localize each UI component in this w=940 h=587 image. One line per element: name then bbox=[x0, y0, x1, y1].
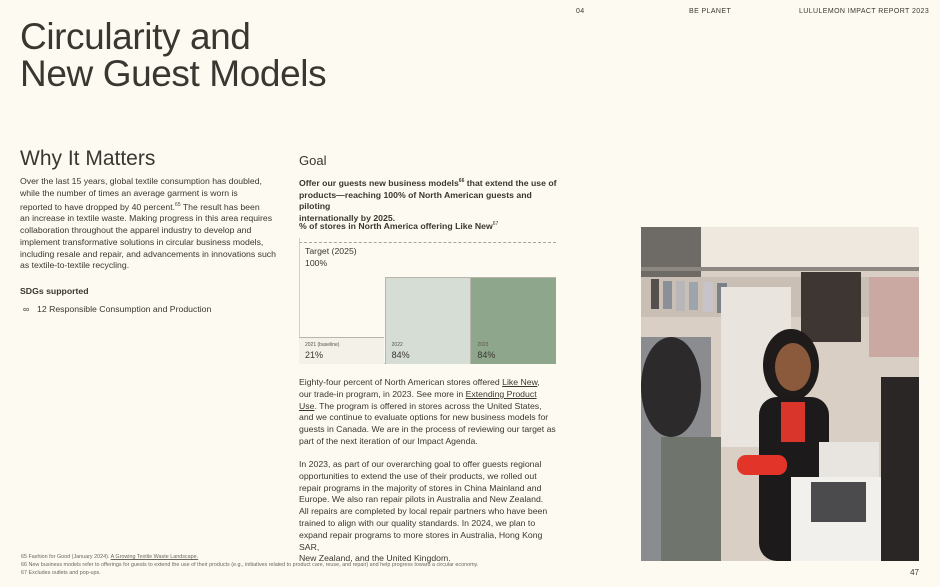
footnote-65 bbox=[21, 554, 198, 560]
para-line: part of the next iteration of our Impact Agenda. bbox=[299, 435, 478, 446]
like-new-paragraph bbox=[299, 377, 561, 448]
why-line-text: The result has been bbox=[180, 201, 260, 212]
why-line: an increase in textile waste. Making progress in this area requires bbox=[20, 213, 273, 224]
goal-line: internationally by 2025. bbox=[299, 213, 396, 224]
target-label-text: Target (2025) bbox=[305, 246, 357, 256]
para-line bbox=[299, 389, 561, 401]
bar-value-label: 21% bbox=[305, 350, 324, 360]
report-title: LULULEMON IMPACT REPORT 2023 bbox=[799, 8, 930, 15]
bar-category-label: 2021 (baseline) bbox=[305, 342, 340, 348]
why-it-matters-heading: Why It Matters bbox=[20, 147, 156, 170]
para-line: New Zealand, and the United Kingdom. bbox=[299, 553, 451, 564]
chart-bar bbox=[299, 337, 384, 364]
target-dashed-line bbox=[299, 242, 556, 243]
bar-category-label: 2022 bbox=[391, 342, 403, 348]
target-value: 100% bbox=[305, 257, 328, 268]
why-line: including resale and repair, and advancements in innovations such bbox=[20, 248, 276, 259]
extending-product-use-link[interactable]: Extending Product bbox=[465, 388, 537, 399]
store-scene-illustration bbox=[641, 227, 919, 561]
why-line: as textile-to-textile recycling. bbox=[20, 260, 130, 271]
para-line: guests in Canada. We are in the process of reviewing our target as bbox=[299, 424, 556, 435]
store-associate-photo bbox=[641, 227, 919, 561]
chart-title bbox=[299, 221, 498, 231]
page-section-number: 04 bbox=[576, 8, 585, 15]
textile-waste-link[interactable]: A Growing Textile Waste Landscape. bbox=[110, 554, 199, 560]
why-line: collaboration throughout the apparel industry to develop and bbox=[20, 225, 252, 236]
goal-line-text: that extend the use of bbox=[464, 177, 557, 188]
footnote-ref-67[interactable]: 67 bbox=[492, 221, 499, 228]
why-it-matters-text bbox=[20, 176, 290, 272]
page-title bbox=[20, 18, 326, 92]
why-line-text: reported to have dropped by 40 percent. bbox=[20, 201, 176, 212]
page-number: 47 bbox=[910, 568, 919, 577]
sdg-item bbox=[23, 304, 211, 316]
why-line: Over the last 15 years, global textile consumption has doubled, bbox=[20, 176, 262, 186]
chart-title-text: % of stores in North America offering Like New bbox=[299, 221, 493, 231]
para-line bbox=[299, 401, 561, 413]
para-line: expand repair programs to more stores in Australia, Hong Kong SAR, bbox=[299, 529, 543, 552]
para-text: , bbox=[537, 377, 540, 387]
goal-line-text: Offer our guests new business models bbox=[299, 177, 459, 188]
para-line: In 2023, as part of our overarching goal to offer guests regional bbox=[299, 459, 542, 469]
why-line: implement transformative solutions in circular business models, bbox=[20, 236, 264, 247]
bar-value-label: 84% bbox=[391, 350, 410, 360]
goal-heading: Goal bbox=[299, 153, 327, 168]
para-line bbox=[299, 377, 561, 389]
footnote-66: 66 New business models refer to offerings for guests to extend the use of their products (e.g., initiatives related to product care, reuse, and repair) and help progress toward a circular economy. bbox=[21, 562, 479, 568]
infinity-icon: ∞ bbox=[23, 304, 30, 314]
section-label: BE PLANET bbox=[689, 8, 732, 15]
para-line: Europe. We also ran repair pilots in Australia and New Zealand. bbox=[299, 494, 544, 505]
para-text: our trade-in program, in 2023. See more in bbox=[299, 388, 466, 399]
sdgs-heading: SDGs supported bbox=[20, 286, 89, 296]
why-line: while the number of times an average garment is worn is bbox=[20, 187, 238, 198]
target-label bbox=[305, 246, 357, 270]
para-line: repair programs in the majority of stores in China Mainland and bbox=[299, 482, 542, 493]
para-line: and we continue to evaluate options for new business models for bbox=[299, 412, 549, 423]
goal-line bbox=[299, 176, 561, 190]
footnote-text: 65 Fashion for Good (January 2024). bbox=[21, 554, 111, 560]
footnote-67: 67 Excludes outlets and pop-ups. bbox=[21, 570, 101, 576]
page-title-line-1: Circularity and bbox=[20, 16, 251, 57]
bar-category-label: 2023 bbox=[477, 342, 489, 348]
footnote-ref-66[interactable]: 66 bbox=[458, 178, 465, 184]
page-title-line-2: New Guest Models bbox=[20, 53, 327, 94]
sdg-item-label: 12 Responsible Consumption and Production bbox=[37, 304, 212, 314]
extending-product-use-link[interactable]: Use bbox=[299, 400, 315, 411]
chart-bar bbox=[385, 277, 471, 364]
para-line: opportunities to extend the use of their products, we rolled out bbox=[299, 470, 537, 481]
repair-paragraph bbox=[299, 459, 561, 565]
para-text: Eighty-four percent of North American stores offered bbox=[299, 377, 503, 387]
footnote-ref-65[interactable]: 65 bbox=[175, 201, 181, 208]
para-text: . The program is offered in stores across the United States, bbox=[314, 400, 542, 411]
chart-bar bbox=[470, 277, 556, 364]
goal-line: products—reaching 100% of North American guests and piloting bbox=[299, 189, 532, 212]
para-line: trained to align with our quality standards. In 2024, we plan to bbox=[299, 517, 536, 528]
why-line bbox=[20, 200, 290, 214]
para-line: All repairs are completed by local repair partners who have been bbox=[299, 506, 548, 517]
bar-value-label: 84% bbox=[477, 350, 496, 360]
stores-bar-chart bbox=[299, 238, 556, 364]
like-new-link[interactable]: Like New bbox=[502, 377, 538, 387]
